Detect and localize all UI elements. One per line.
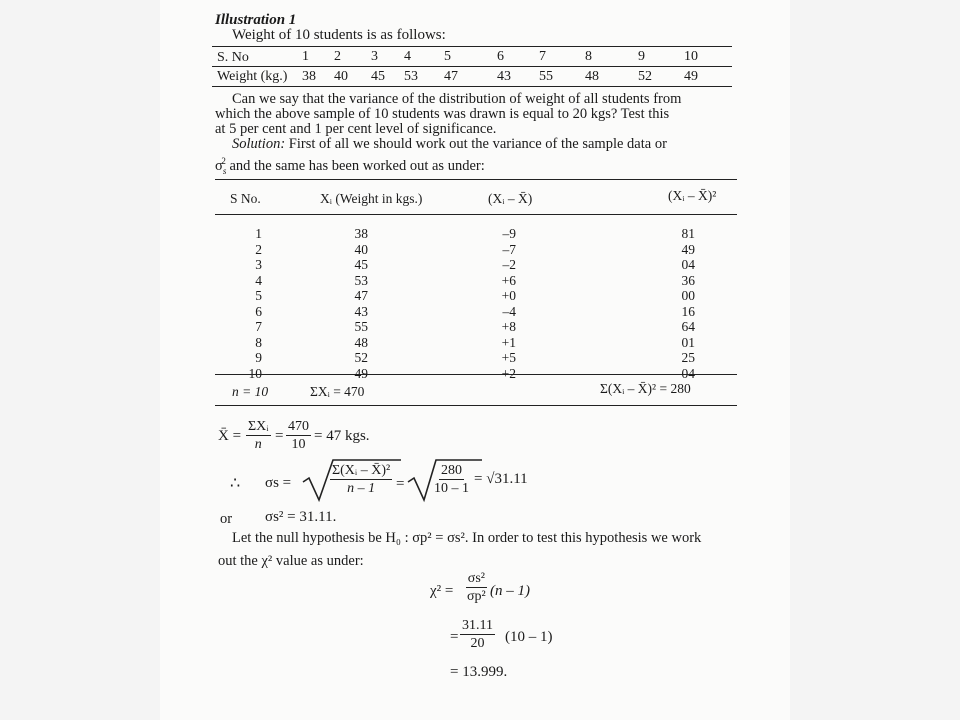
weight-cell: 45: [354, 257, 368, 272]
header-x: Xᵢ (Weight in kgs.): [320, 191, 423, 206]
chi-result: = 13.999.: [450, 664, 508, 680]
chi-tail-1: (n – 1): [490, 583, 530, 599]
deviation-cell: +2: [501, 365, 516, 381]
sd-fraction-2: $\frac{280}{10 - 1}$: [434, 463, 469, 496]
weight-cell: 47: [444, 69, 458, 84]
serial-cell: 9: [638, 49, 645, 64]
sno-cell: 2: [255, 241, 262, 257]
col-sno: [222, 226, 262, 381]
mean-result: = 47 kgs.: [314, 428, 370, 444]
work-table-bottom-rule: [215, 405, 737, 406]
deviation-sq-cell: 04: [681, 365, 695, 381]
sd-result: = √31.11: [474, 471, 528, 487]
deviation-sq-cell: 64: [681, 319, 695, 334]
hypothesis-line-1: Let the null hypothesis be H₀ : σp² = σs². In order to test this hypothesis we work: [232, 530, 702, 546]
weight-cell: 49: [684, 69, 698, 84]
serial-cell: 3: [371, 49, 378, 64]
chi-fraction-1: $\frac{\text{σs²}}{\text{σp²}}$: [467, 571, 486, 604]
sno-cell: 7: [255, 319, 262, 334]
weight-cell: 43: [354, 303, 368, 319]
serial-cell: 2: [334, 49, 341, 64]
header-dev-sq: (Xᵢ – X̄)²: [668, 188, 717, 203]
weight-cell: 55: [539, 69, 553, 84]
weight-cell: 48: [354, 334, 368, 350]
table-mid-rule: [212, 66, 732, 67]
total-sum-x: ΣXᵢ = 470: [310, 384, 365, 399]
total-sum-sq: Σ(Xᵢ – X̄)² = 280: [600, 381, 691, 396]
mean-lhs: X̄ =: [218, 428, 242, 444]
sno-cell: 5: [255, 288, 262, 303]
deviation-cell: +1: [501, 334, 516, 350]
chi-eq-2: =: [450, 629, 459, 645]
sd-fraction-1: $\frac{\text{Σ(Xᵢ – X̄)²}}{n - 1}$: [332, 463, 391, 496]
serial-cell: 5: [444, 49, 451, 64]
weight-cell: 55: [354, 319, 368, 334]
illustration-heading: Illustration 1: [215, 12, 297, 28]
variance-result: σs² = 31.11.: [265, 509, 337, 525]
solution-label: Solution:: [232, 136, 286, 152]
col-deviation-sq: [665, 226, 695, 381]
serial-cell: 10: [684, 49, 698, 64]
weight-cell: 47: [354, 288, 368, 303]
deviation-sq-cell: 36: [681, 272, 695, 288]
sno-cell: 8: [255, 334, 262, 350]
sno-cell: 10: [248, 365, 262, 381]
sno-cell: 4: [255, 272, 262, 288]
serial-cell: 7: [539, 49, 546, 64]
table-top-rule: [212, 46, 732, 47]
chi-fraction-2: $\frac{31.11}{20}$: [462, 618, 493, 651]
mean-fraction-1: ΣXᵢ n: [248, 419, 269, 452]
weight-cell: 52: [638, 69, 652, 84]
hypothesis-line-2: out the χ² value as under:: [218, 553, 364, 569]
weight-cell: 53: [404, 69, 418, 84]
sd-eq: =: [396, 476, 405, 492]
deviation-cell: +5: [501, 350, 516, 365]
sno-cell: 6: [255, 303, 262, 319]
or-label: or: [220, 511, 233, 527]
header-dev: (Xᵢ – X̄): [488, 191, 533, 206]
weight-cell: 43: [497, 69, 511, 84]
question-line-2: which the above sample of 10 students was drawn is equal to 20 kgs? Test this: [215, 106, 670, 122]
serial-cell: 8: [585, 49, 592, 64]
col-weight: [332, 226, 368, 381]
sno-cell: 9: [255, 350, 262, 365]
header-sno: S No.: [230, 191, 261, 206]
weight-cell: 40: [354, 241, 368, 257]
serial-cell: 4: [404, 49, 411, 64]
work-table-header-rule: [215, 214, 737, 215]
weight-cell: 38: [302, 69, 316, 84]
mean-eq: =: [275, 428, 284, 444]
deviation-cell: –2: [502, 257, 516, 272]
deviation-cell: +0: [501, 288, 516, 303]
textbook-page: [160, 0, 790, 720]
deviation-sq-cell: 16: [681, 303, 695, 319]
weight-cell: 40: [334, 69, 348, 84]
weight-cell: 45: [371, 69, 385, 84]
work-table-top-rule: [215, 179, 737, 180]
question-line-3: at 5 per cent and 1 per cent level of significance.: [215, 121, 497, 137]
deviation-sq-cell: 25: [681, 350, 695, 365]
weight-cell: 49: [354, 365, 368, 381]
weight-cell: 48: [585, 69, 599, 84]
serial-cell: 1: [302, 49, 309, 64]
deviation-cell: +6: [501, 272, 516, 288]
deviation-sq-cell: 01: [681, 334, 695, 350]
serial-cell: 6: [497, 49, 504, 64]
deviation-sq-cell: 81: [681, 226, 695, 241]
deviation-cell: –7: [502, 241, 516, 257]
deviation-cell: –9: [502, 226, 516, 241]
therefore-symbol: ∴: [230, 475, 241, 492]
work-table-total-top-rule: [215, 374, 737, 375]
sno-cell: 3: [255, 257, 262, 272]
weight-cell: 52: [354, 350, 368, 365]
solution-line-1: Solution: First of all we should work out the variance of the sample data or: [232, 136, 667, 152]
chi-tail-2: (10 – 1): [505, 629, 553, 645]
table-bottom-rule: [212, 86, 732, 87]
weight-cell: 53: [354, 272, 368, 288]
total-n: n = 10: [232, 384, 269, 399]
deviation-sq-cell: 49: [681, 241, 695, 257]
deviation-sq-cell: 04: [681, 257, 695, 272]
col-deviation: [486, 226, 516, 381]
deviation-sq-cell: 00: [681, 288, 695, 303]
weight-row-label: Weight (kg.): [217, 69, 288, 84]
weight-cell: 38: [354, 226, 368, 241]
sno-cell: 1: [255, 226, 262, 241]
mean-fraction-2: $\frac{470}{10}$: [288, 419, 309, 452]
sno-row-label: S. No: [217, 50, 249, 65]
deviation-cell: –4: [502, 303, 516, 319]
deviation-cell: +8: [501, 319, 516, 334]
solution-line-2: $\sigma_s^2$ and the same has been worked out as under:: [215, 156, 485, 176]
question-line-1: Can we say that the variance of the distribution of weight of all students from: [232, 91, 682, 107]
illustration-intro: Weight of 10 students is as follows:: [232, 27, 446, 43]
chi-lhs: χ² =: [430, 583, 454, 599]
sd-lhs: σs =: [265, 475, 292, 491]
